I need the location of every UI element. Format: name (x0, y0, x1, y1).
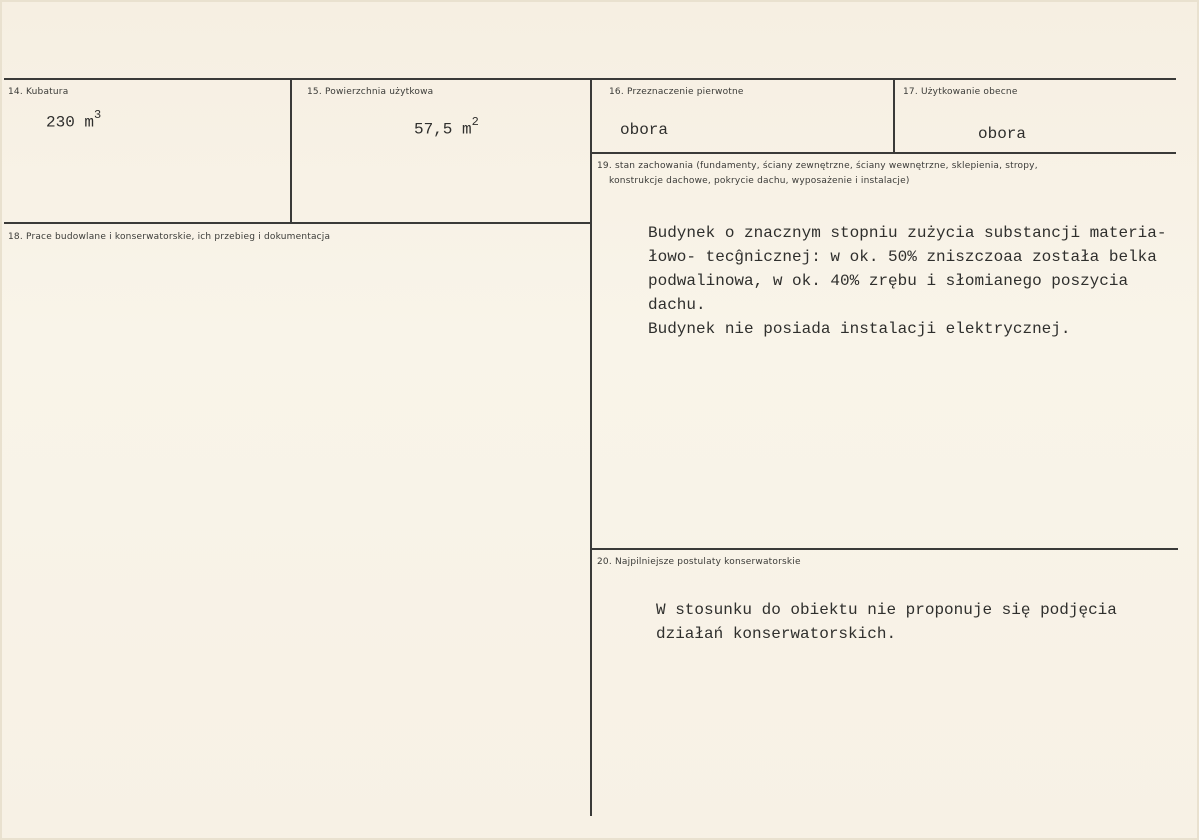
field-15-label: 15. Powierzchnia użytkowa (307, 87, 434, 97)
field-17-label: 17. Użytkowanie obecne (903, 87, 1018, 97)
divider-14-15 (290, 79, 292, 223)
field-18-label: 18. Prace budowlane i konserwatorskie, ich przebieg i dokumentacja (8, 232, 331, 242)
field-20-label: 20. Najpilniejsze postulaty konserwatorskie (597, 557, 801, 567)
right-lower-rule (592, 548, 1178, 550)
text-line: W stosunku do obiektu nie proponuje się podjęcia (656, 601, 1117, 619)
text-line: Budynek nie posiada instalacji elektrycznej. (648, 320, 1071, 338)
text-line: działań konserwatorskich. (656, 625, 897, 643)
text-line: łowo- tecĝnicznej: w ok. 50% zniszczoaa została belka (648, 248, 1157, 266)
right-upper-rule (592, 152, 1176, 154)
field-19-text (648, 221, 1166, 341)
field-15-value: 57,5 $m^2$ (414, 115, 479, 139)
field-20-text (656, 598, 1117, 646)
center-divider (590, 79, 592, 816)
field-16-label: 16. Przeznaczenie pierwotne (609, 87, 744, 97)
text-line: Budynek o znacznym stopniu zużycia substancji materia- (648, 224, 1167, 242)
field-17-value: obora (978, 125, 1027, 143)
field-14-value: 230 $m^3$ (46, 108, 102, 132)
field-19-label-line2: konstrukcje dachowe, pokrycie dachu, wyposażenie i instalacje) (609, 176, 910, 186)
divider-16-17 (893, 79, 895, 153)
text-line: dachu. (648, 296, 706, 314)
field-14-label: 14. Kubatura (8, 87, 69, 97)
mid-left-rule (4, 222, 592, 224)
field-19-label-line1: 19. stan zachowania (fundamenty, ściany zewnętrzne, ściany wewnętrzne, sklepienia, stropy, (597, 161, 1038, 171)
field-16-value: obora (620, 121, 669, 139)
text-line: podwalinowa, w ok. 40% zrębu i słomianego poszycia (648, 272, 1129, 290)
